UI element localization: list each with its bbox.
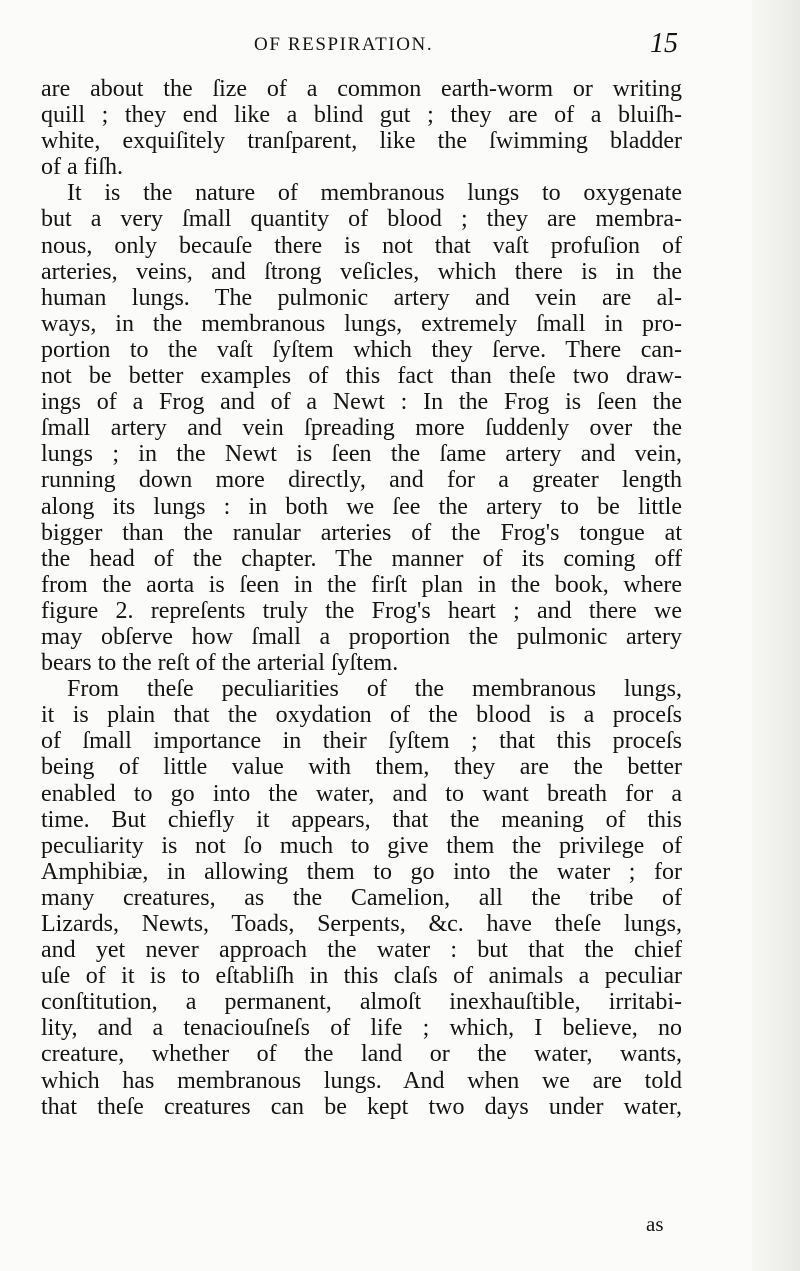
text-line: and yet never approach the water : but that the chief bbox=[41, 937, 682, 964]
text-line: figure 2. repreſents truly the Frog's heart ; and there we bbox=[41, 597, 682, 624]
text-line: arteries, veins, and ſtrong veſicles, which there is in the bbox=[41, 258, 682, 285]
text-line: conſtitution, a permanent, almoſt inexhauſtible, irritabi- bbox=[41, 989, 682, 1016]
text-line: peculiarity is not ſo much to give them the privilege of bbox=[41, 832, 682, 859]
text-line: but a very ſmall quantity of blood ; they are membra- bbox=[41, 206, 682, 233]
text-line: of ſmall importance in their ſyſtem ; that this proceſs bbox=[41, 728, 682, 755]
text-line: along its lungs : in both we ſee the artery to be little bbox=[41, 493, 682, 520]
text-line: that theſe creatures can be kept two days under water, bbox=[41, 1093, 682, 1120]
text-line: of a fiſh. bbox=[41, 154, 123, 181]
page-number: 15 bbox=[650, 28, 678, 59]
text-line: creature, whether of the land or the water, wants, bbox=[41, 1041, 682, 1068]
text-line: time. But chiefly it appears, that the meaning of this bbox=[41, 806, 682, 833]
text-line: From theſe peculiarities of the membranous lungs, bbox=[67, 676, 682, 703]
text-line: from the aorta is ſeen in the firſt plan in the book, where bbox=[41, 571, 682, 598]
text-line: ways, in the membranous lungs, extremely ſmall in pro- bbox=[41, 310, 682, 337]
text-line: white, exquiſitely tranſparent, like the ſwimming bladder bbox=[41, 128, 682, 155]
text-line: lungs ; in the Newt is ſeen the ſame artery and vein, bbox=[41, 441, 682, 468]
text-line: bigger than the ranular arteries of the Frog's tongue at bbox=[41, 519, 682, 546]
text-line: nous, only becauſe there is not that vaſt profuſion of bbox=[41, 232, 682, 259]
text-line: being of little value with them, they are the better bbox=[41, 754, 682, 781]
text-line: which has membranous lungs. And when we are told bbox=[41, 1067, 682, 1094]
text-line: Lizards, Newts, Toads, Serpents, &c. have theſe lungs, bbox=[41, 911, 682, 937]
text-line: enabled to go into the water, and to want breath for a bbox=[41, 780, 682, 807]
text-line: it is plain that the oxydation of the blood is a proceſs bbox=[41, 702, 682, 729]
text-line: portion to the vaſt ſyſtem which they ſerve. There can- bbox=[41, 336, 682, 363]
text-line: running down more directly, and for a greater length bbox=[41, 467, 682, 494]
text-line: the head of the chapter. The manner of its coming off bbox=[41, 545, 682, 572]
text-line: bears to the reſt of the arterial ſyſtem. bbox=[41, 650, 399, 677]
text-line: Amphibiæ, in allowing them to go into the water ; for bbox=[41, 858, 682, 885]
text-line: many creatures, as the Camelion, all the tribe of bbox=[41, 884, 682, 911]
catchword: as bbox=[646, 1212, 664, 1236]
text-line: human lungs. The pulmonic artery and vein are al- bbox=[41, 284, 682, 311]
text-line: may obſerve how ſmall a proportion the pulmonic artery bbox=[41, 623, 682, 650]
running-title: OF RESPIRATION. bbox=[254, 34, 434, 55]
text-line: ſmall artery and vein ſpreading more ſuddenly over the bbox=[41, 415, 682, 442]
text-line: ings of a Frog and of a Newt : In the Frog is ſeen the bbox=[41, 389, 682, 416]
text-line: quill ; they end like a blind gut ; they are of a bluiſh- bbox=[41, 102, 682, 129]
running-head bbox=[0, 28, 800, 64]
body-text bbox=[41, 76, 682, 1120]
text-line: It is the nature of membranous lungs to oxygenate bbox=[67, 180, 682, 207]
text-line: are about the ſize of a common earth-worm or writing bbox=[41, 76, 682, 102]
text-line: not be better examples of this fact than theſe two draw- bbox=[41, 363, 682, 390]
text-line: lity, and a tenaciouſneſs of life ; which, I believe, no bbox=[41, 1015, 682, 1042]
text-line: uſe of it is to eſtabliſh in this claſs of animals a peculiar bbox=[41, 963, 682, 990]
